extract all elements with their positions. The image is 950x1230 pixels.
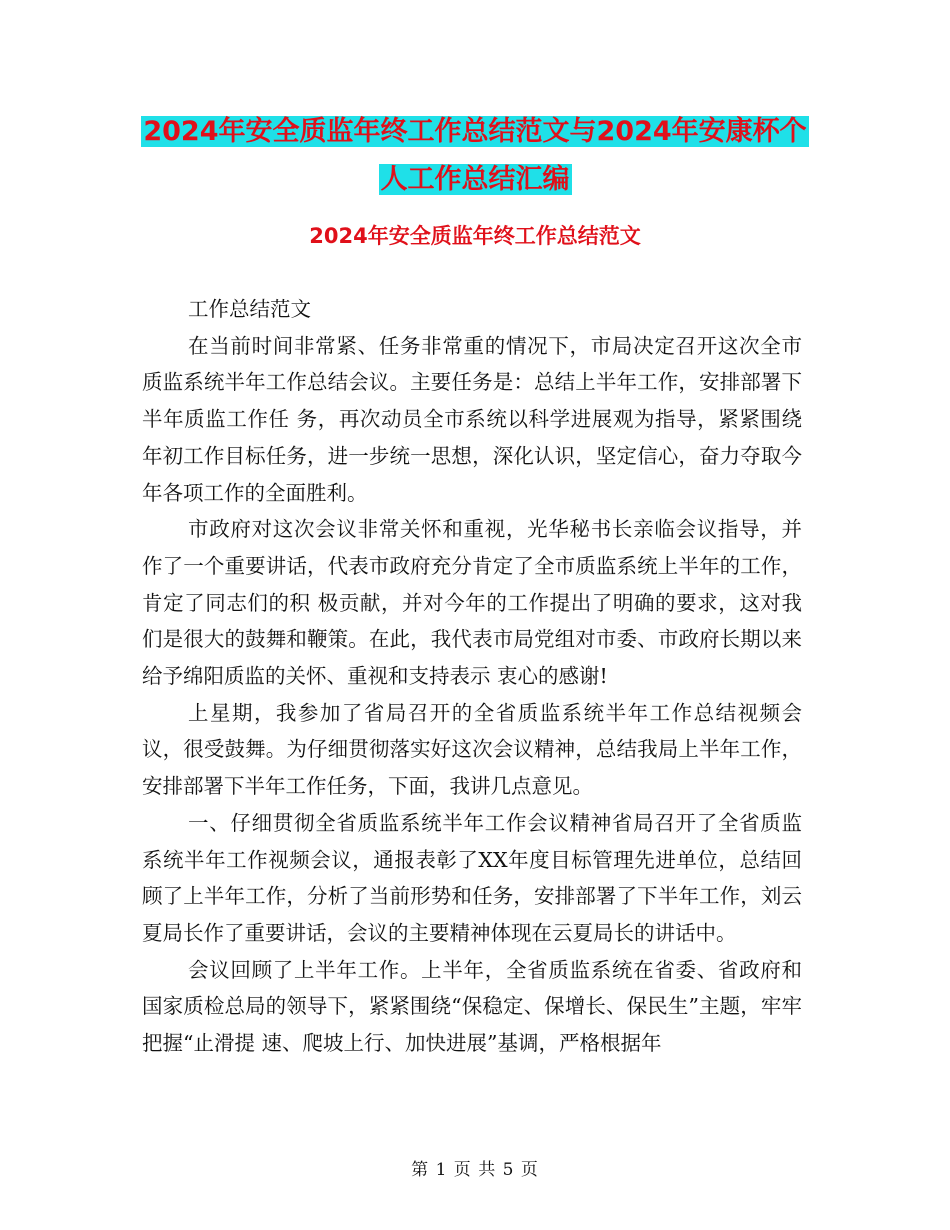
title-line-2: 人工作总结汇编 (380, 164, 570, 195)
paragraph: 工作总结范文 (188, 297, 311, 321)
document-title (0, 108, 950, 204)
paragraph: 一、仔细贯彻全省质监系统半年工作会议精神省局召开了全省质监系统半年工作视频会议，通报表彰了XX年度目标管理先进单位，总结回顾了上半年工作，分析了当前形势和任务，安排部署了下半年工作，刘云夏局长作了重要讲话，会议的主要精神体现在云夏局长的讲话中。 (142, 810, 802, 945)
title-line-1: 2024年安全质监年终工作总结范文与2024年安康杯个 (143, 116, 807, 147)
section-title: 2024年安全质监年终工作总结范文 (309, 224, 641, 248)
page-footer: 第 1 页 共 5 页 (411, 1160, 539, 1180)
paragraph: 市政府对这次会议非常关怀和重视，光华秘书长亲临会议指导，并作了一个重要讲话，代表市政府充分肯定了全市质监系统上半年的工作，肯定了同志们的积 极贡献，并对今年的工作提出了明确的要求，这对我们是很大的鼓舞和鞭策。在此，我代表市局党组对市委、市政府长期以来给予绵阳质监的关怀、重视和支持表示 衷心的感谢! (142, 517, 802, 689)
paragraph: 在当前时间非常紧、任务非常重的情况下，市局决定召开这次全市质监系统半年工作总结会议。主要任务是：总结上半年工作，安排部署下半年质监工作任 务，再次动员全市系统以科学进展观为指导，紧紧围绕年初工作目标任务，进一步统一思想，深化认识，坚定信心，奋力夺取今年各项工作的全面胜利。 (142, 333, 802, 505)
paragraph: 上星期，我参加了省局召开的全省质监系统半年工作总结视频会议，很受鼓舞。为仔细贯彻落实好这次会议精神，总结我局上半年工作，安排部署下半年工作任务，下面，我讲几点意见。 (142, 700, 802, 799)
body-text (142, 291, 802, 1062)
paragraph: 会议回顾了上半年工作。上半年，全省质监系统在省委、省政府和国家质检总局的领导下，紧紧围绕“保稳定、保增长、保民生”主题，牢牢把握“止滑提 速、爬坡上行、加快进展”基调，严格根据年 (142, 957, 802, 1056)
